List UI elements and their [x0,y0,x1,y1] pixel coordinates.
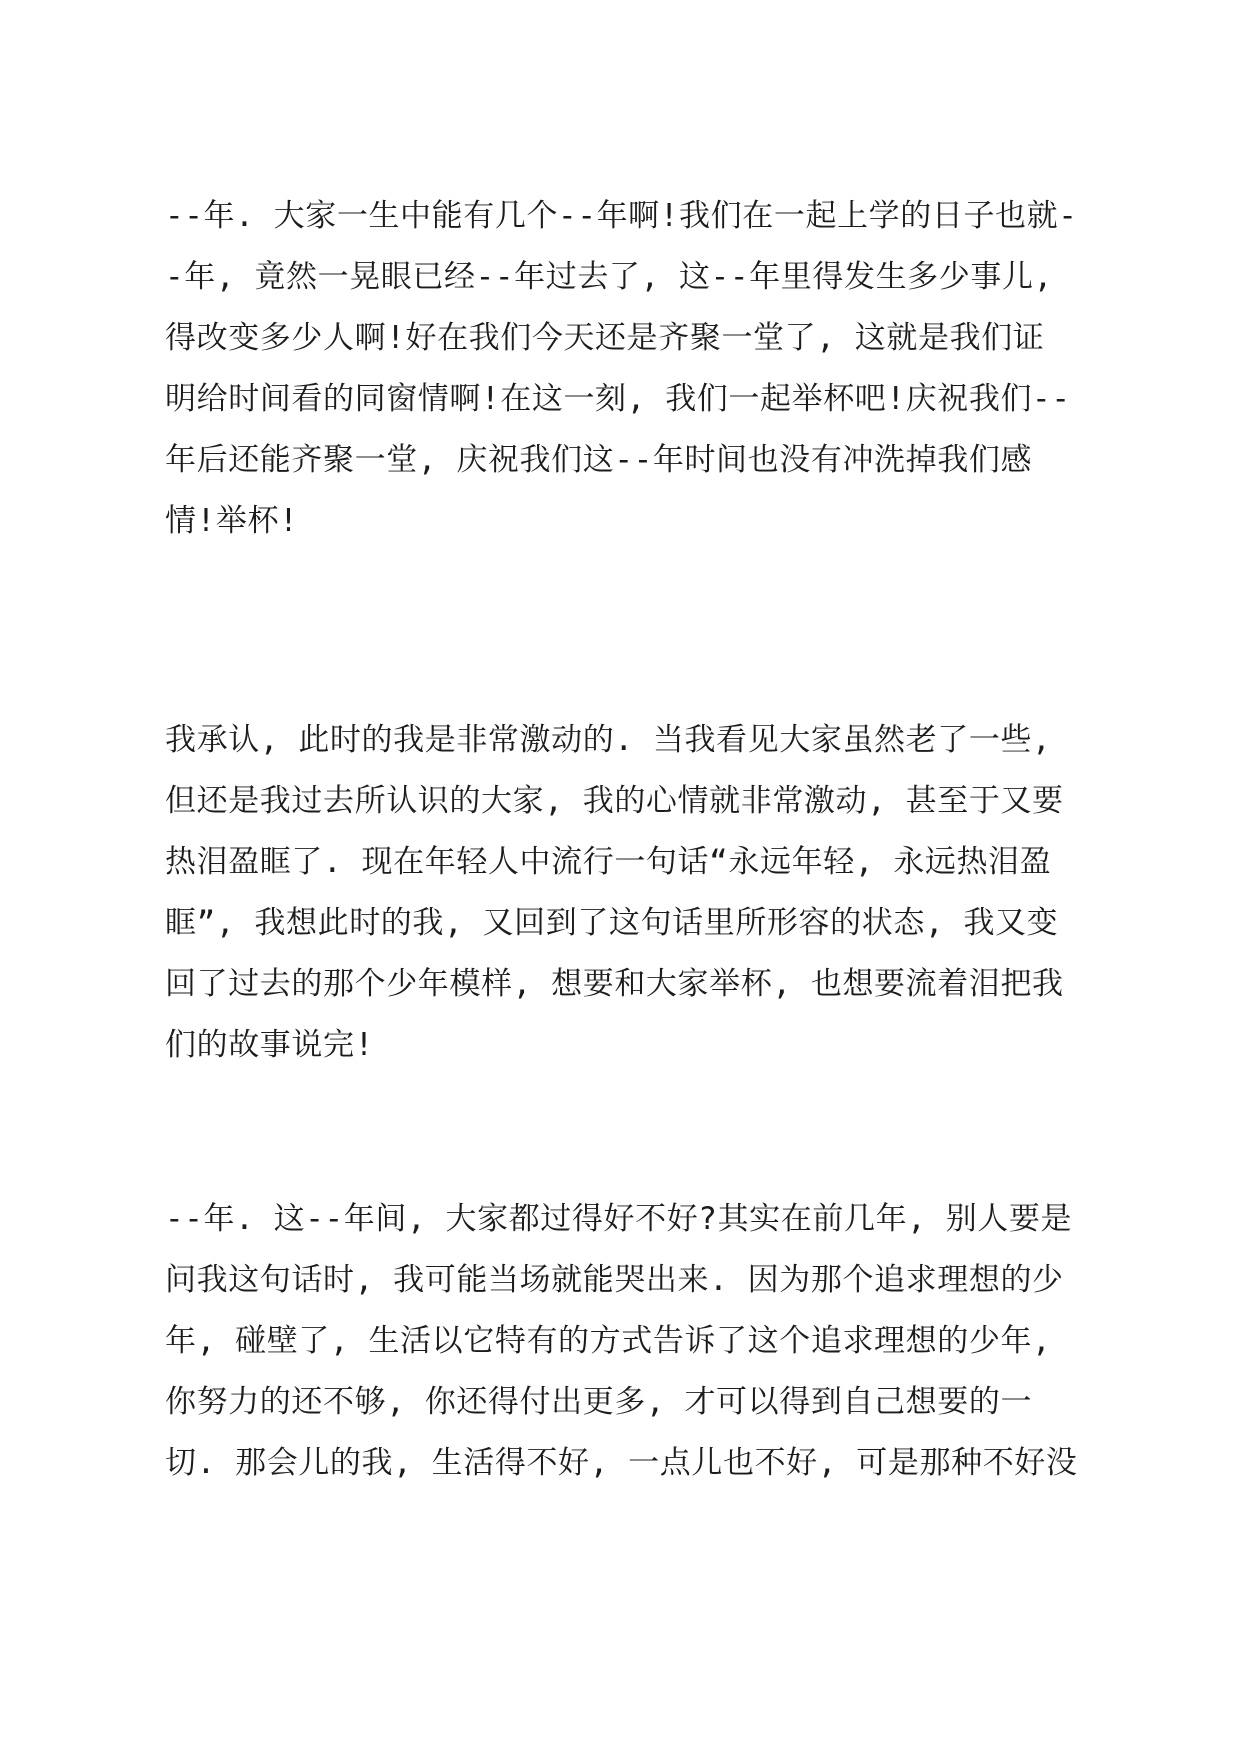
text-line: --年. 大家一生中能有几个--年啊!我们在一起上学的日子也就- [165,198,1078,234]
text-line: 年后还能齐聚一堂, 庆祝我们这--年时间也没有冲洗掉我们感 [165,442,1033,478]
text-line: 年, 碰壁了, 生活以它特有的方式告诉了这个追求理想的少年, [165,1323,1052,1359]
paragraph-past-years [165,1189,1095,1494]
text-line: 你努力的还不够, 你还得付出更多, 才可以得到自己想要的一 [165,1384,1033,1420]
text-line: 回了过去的那个少年模样, 想要和大家举杯, 也想要流着泪把我 [165,966,1064,1002]
text-line: --年. 这--年间, 大家都过得好不好?其实在前几年, 别人要是 [165,1201,1073,1237]
text-line: 热泪盈眶了. 现在年轻人中流行一句话“永远年轻, 永远热泪盈 [165,844,1052,880]
text-line: 们的故事说完! [165,1027,374,1063]
text-line: 明给时间看的同窗情啊!在这一刻, 我们一起举杯吧!庆祝我们-- [165,381,1071,417]
text-line: 眶”, 我想此时的我, 又回到了这句话里所形容的状态, 我又变 [165,905,1059,941]
text-line: 我承认, 此时的我是非常激动的. 当我看见大家虽然老了一些, [165,722,1052,758]
text-line: 得改变多少人啊!好在我们今天还是齐聚一堂了, 这就是我们证 [165,320,1045,356]
text-line: -年, 竟然一晃眼已经--年过去了, 这--年里得发生多少事儿, [165,259,1053,295]
paragraph-reunion-toast [165,186,1095,552]
paragraph-emotion [165,710,1095,1076]
text-line: 切. 那会儿的我, 生活得不好, 一点儿也不好, 可是那种不好没 [165,1445,1078,1481]
text-line: 问我这句话时, 我可能当场就能哭出来. 因为那个追求理想的少 [165,1262,1064,1298]
text-line: 情!举杯! [165,503,299,539]
text-line: 但还是我过去所认识的大家, 我的心情就非常激动, 甚至于又要 [165,783,1064,819]
